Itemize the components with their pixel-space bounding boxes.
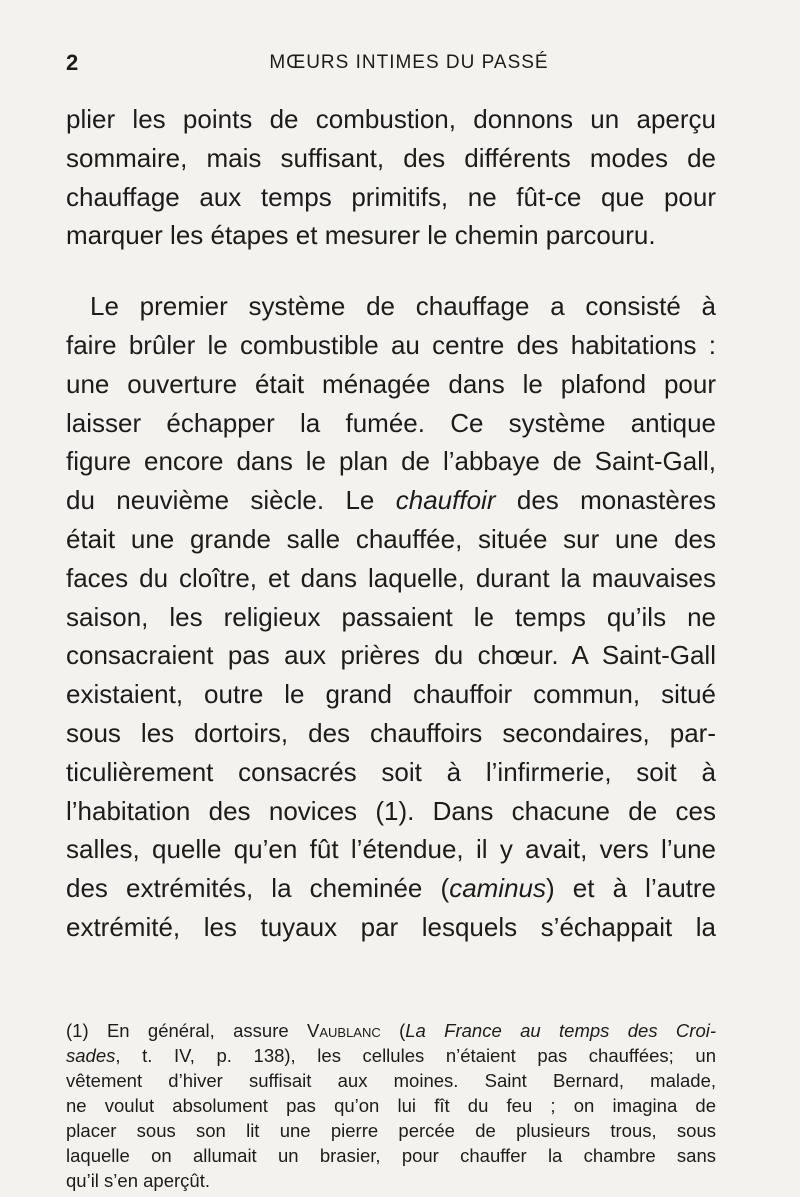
- text-line: chauffage aux temps primitifs, ne fût-ce que pour: [66, 181, 716, 212]
- text-line: existaient, outre le grand chauffoir commun, situé: [66, 679, 716, 710]
- italic-term: chauffoir: [395, 485, 496, 516]
- text-line: plier les points de combustion, donnons un aperçu: [66, 104, 716, 134]
- text-line: figure encore dans le plan de l’abbaye de Saint-Gall,: [66, 446, 716, 477]
- text-line: ticulièrement consacrés soit à l’infirmerie, soit à: [66, 756, 716, 787]
- text-segment: , t. IV, p. 138), les cellules n’étaient pas chauffées; un: [115, 1045, 716, 1066]
- text-segment: (1) En général, assure: [66, 1020, 307, 1041]
- text-line: extrémité, les tuyaux par lesquels s’échappait la: [66, 911, 716, 942]
- text-line: laisser échapper la fumée. Ce système antique: [66, 407, 716, 438]
- author-name: Vaublanc: [307, 1020, 381, 1041]
- italic-term: caminus: [449, 873, 547, 904]
- footnote-line: [66, 1043, 716, 1068]
- text-segment: des extrémités, la cheminée (: [66, 873, 450, 904]
- text-segment: du neuvième siècle. Le: [66, 485, 396, 516]
- paragraph-gap: [66, 255, 716, 287]
- footnote-line: ne voulut absolument pas qu’on lui fît du feu ; on imagina de: [66, 1095, 716, 1116]
- page-number: 2: [66, 50, 79, 75]
- text-line: sous les dortoirs, des chauffoirs secondaires, par-: [66, 717, 716, 748]
- footnote: [66, 1018, 716, 1193]
- footnote-line: laquelle on allumait un brasier, pour chauffer la chambre sans: [66, 1145, 716, 1166]
- text-segment: (: [380, 1020, 406, 1041]
- text-line: faire brûler le combustible au centre des habitations :: [66, 329, 716, 360]
- footnote-line: [66, 1018, 716, 1043]
- text-line: [66, 869, 716, 908]
- text-segment: ) et à l’autre: [546, 873, 716, 904]
- footnote-line: placer sous son lit une pierre percée de plusieurs trous, sous: [66, 1120, 716, 1141]
- text-line: consacraient pas aux prières du chœur. A Saint-Gall: [66, 640, 716, 671]
- book-title: sades: [66, 1045, 116, 1066]
- text-line: sommaire, mais suffisant, des différents modes de: [66, 142, 716, 173]
- text-line: [66, 481, 716, 520]
- text-line: faces du cloître, et dans laquelle, durant la mauvaises: [66, 562, 716, 593]
- page-header: [66, 50, 712, 80]
- running-title: MŒURS INTIMES DU PASSÉ: [269, 52, 549, 73]
- text-line: salles, quelle qu’en fût l’étendue, il y avait, vers l’une: [66, 834, 716, 865]
- text-line: marquer les étapes et mesurer le chemin parcouru.: [66, 220, 656, 251]
- text-line: Le premier système de chauffage a consisté à: [90, 291, 716, 322]
- body-text: [66, 100, 716, 947]
- text-segment: des monastères: [495, 485, 716, 516]
- text-line: l’habitation des novices (1). Dans chacune de ces: [66, 795, 716, 826]
- book-title: La France au temps des Croi-: [405, 1020, 716, 1041]
- footnote-line: vêtement d’hiver suffisait aux moines. Saint Bernard, malade,: [66, 1070, 716, 1091]
- text-line: saison, les religieux passaient le temps qu’ils ne: [66, 601, 716, 632]
- text-line: une ouverture était ménagée dans le plafond pour: [66, 368, 716, 399]
- footnote-line: qu’il s’en aperçût.: [66, 1170, 210, 1191]
- text-line: était une grande salle chauffée, située sur une des: [66, 523, 716, 554]
